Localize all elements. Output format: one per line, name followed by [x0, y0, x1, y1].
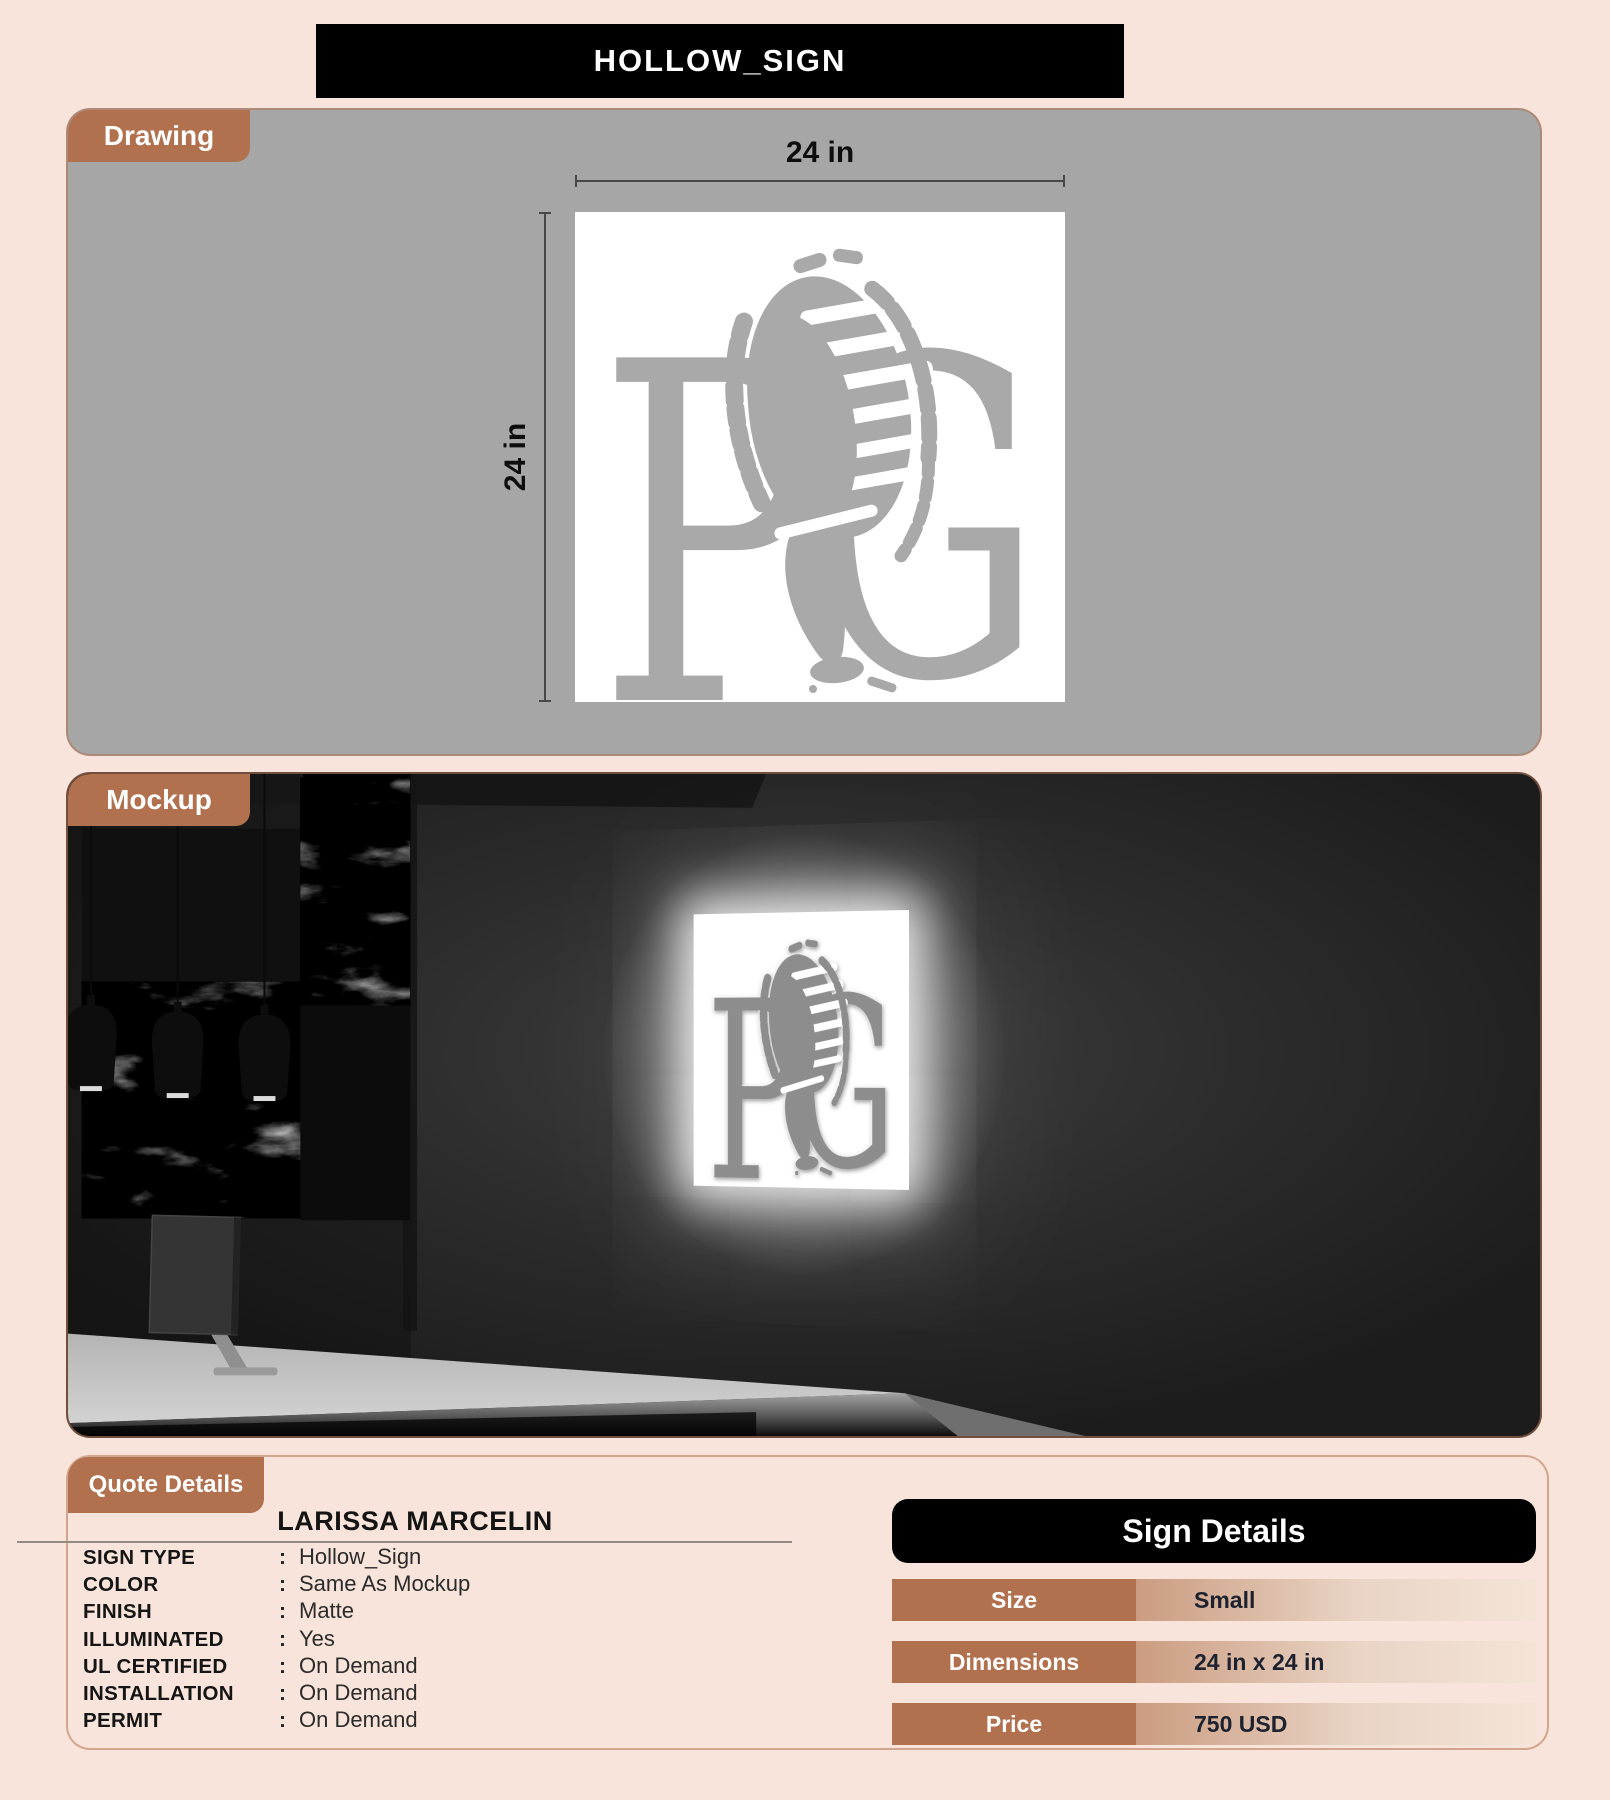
- quote-field-row: [83, 1598, 843, 1625]
- field-value: Yes: [299, 1625, 335, 1651]
- sign-details-row-size: [892, 1579, 1536, 1621]
- concrete-panel-grid: [82, 774, 410, 1220]
- field-value: On Demand: [299, 1652, 418, 1678]
- illuminated-sign-mockup: [694, 910, 909, 1190]
- customer-name: LARISSA MARCELIN: [277, 1506, 553, 1536]
- price-key: Price: [892, 1703, 1136, 1745]
- sign-details-header: [892, 1499, 1536, 1563]
- field-label: ILLUMINATED: [83, 1627, 224, 1651]
- height-dimension-line: [544, 212, 546, 702]
- dimensions-value: 24 in x 24 in: [1136, 1641, 1536, 1683]
- field-label: SIGN TYPE: [83, 1546, 196, 1569]
- quote-details-tab: [68, 1457, 264, 1513]
- height-dimension-label: 24 in: [499, 422, 532, 492]
- sign-details-title: Sign Details: [1122, 1512, 1306, 1549]
- drawing-panel: [66, 108, 1542, 756]
- quote-field-row: [83, 1707, 843, 1734]
- field-colon: :: [279, 1709, 286, 1733]
- field-colon: :: [279, 1681, 286, 1705]
- sign-drawing-board: [575, 212, 1065, 702]
- field-colon: :: [279, 1546, 286, 1569]
- field-label: COLOR: [83, 1573, 159, 1597]
- mockup-section-tab: [68, 774, 250, 826]
- field-value: On Demand: [299, 1707, 418, 1733]
- field-value: On Demand: [299, 1679, 418, 1705]
- sign-details-row-price: [892, 1703, 1536, 1745]
- page-title: HOLLOW_SIGN: [593, 43, 847, 78]
- field-value: Hollow_Sign: [299, 1544, 422, 1569]
- pg-monogram-microphone-logo-icon: [697, 918, 905, 1182]
- quote-field-row: [83, 1544, 843, 1571]
- size-value: Small: [1136, 1579, 1536, 1621]
- field-label: FINISH: [83, 1600, 152, 1624]
- field-label: UL CERTIFIED: [83, 1654, 228, 1678]
- field-colon: :: [279, 1654, 286, 1678]
- field-label: INSTALLATION: [83, 1681, 234, 1705]
- quote-fields-list: [83, 1544, 843, 1734]
- width-dimension-line: [575, 180, 1065, 182]
- price-value: 750 USD: [1136, 1703, 1536, 1745]
- quote-field-row: [83, 1653, 843, 1680]
- width-dimension-label: 24 in: [785, 136, 855, 169]
- field-colon: :: [279, 1573, 286, 1597]
- dimensions-key: Dimensions: [892, 1641, 1136, 1683]
- quote-details-label: Quote Details: [88, 1471, 244, 1498]
- field-colon: :: [279, 1627, 286, 1651]
- mockup-panel: [66, 772, 1542, 1438]
- mockup-section-label: Mockup: [106, 784, 212, 815]
- pg-monogram-microphone-logo-icon: [575, 212, 1065, 702]
- sign-details-row-dimensions: [892, 1641, 1536, 1683]
- quote-field-row: [83, 1626, 843, 1653]
- page-title-bar: [316, 24, 1124, 98]
- field-value: Same As Mockup: [299, 1571, 471, 1597]
- field-label: PERMIT: [83, 1709, 163, 1733]
- customer-name-underline: [17, 1541, 792, 1543]
- drawing-section-label: Drawing: [103, 120, 215, 151]
- size-key: Size: [892, 1579, 1136, 1621]
- field-colon: :: [279, 1600, 286, 1624]
- quote-field-row: [83, 1571, 843, 1598]
- quote-field-row: [83, 1680, 843, 1707]
- field-value: Matte: [299, 1598, 355, 1624]
- drawing-section-tab: [68, 110, 250, 162]
